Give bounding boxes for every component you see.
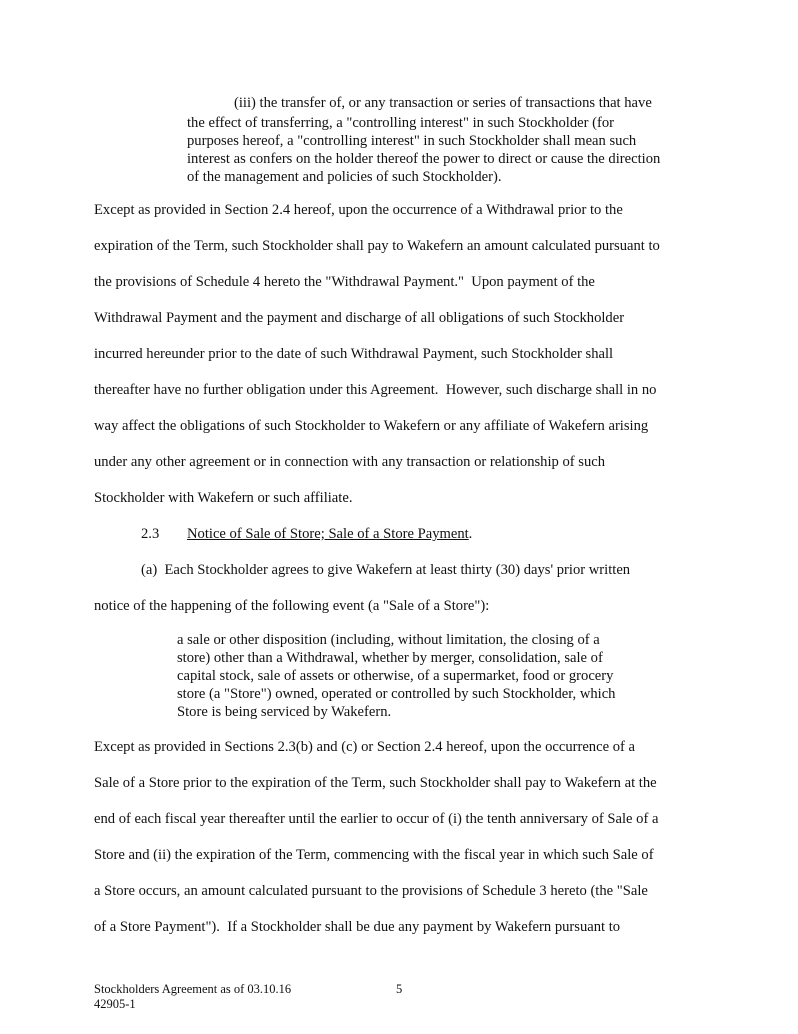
paragraph-line: expiration of the Term, such Stockholder shall pay to Wakefern an amount calculated pursuant to xyxy=(94,238,660,254)
paragraph-line: way affect the obligations of such Stockholder to Wakefern or any affiliate of Wakefern arising xyxy=(94,418,649,434)
paragraph-line: Stockholder with Wakefern or such affiliate. xyxy=(94,490,353,506)
footer-doc-id: 42905-1 xyxy=(94,997,136,1011)
definition-line: store (a "Store") owned, operated or controlled by such Stockholder, which xyxy=(177,686,616,702)
paragraph-line: end of each fiscal year thereafter until the earlier to occur of (i) the tenth anniversary of Sale of a xyxy=(94,811,659,827)
section-title-period: . xyxy=(468,526,473,542)
paragraph-line: the provisions of Schedule 4 hereto the "Withdrawal Payment." Upon payment of the xyxy=(94,274,595,290)
paragraph-line: Sale of a Store prior to the expiration of the Term, such Stockholder shall pay to Wakefern at the xyxy=(94,775,657,791)
clause-iii-line: interest as confers on the holder thereof the power to direct or cause the direction xyxy=(187,151,661,167)
clause-iii-line: the effect of transferring, a "controlling interest" in such Stockholder (for xyxy=(187,115,615,131)
paragraph-line: Except as provided in Sections 2.3(b) and (c) or Section 2.4 hereof, upon the occurrence of a xyxy=(94,739,635,755)
paragraph-line: (a) Each Stockholder agrees to give Wakefern at least thirty (30) days' prior written xyxy=(141,562,631,578)
paragraph-line: under any other agreement or in connection with any transaction or relationship of such xyxy=(94,454,606,470)
paragraph-line: Except as provided in Section 2.4 hereof, upon the occurrence of a Withdrawal prior to the xyxy=(94,202,623,218)
section-title: Notice of Sale of Store; Sale of a Store Payment xyxy=(187,526,469,542)
definition-line: Store is being serviced by Wakefern. xyxy=(177,704,392,720)
paragraph-line: of a Store Payment"). If a Stockholder shall be due any payment by Wakefern pursuant to xyxy=(94,919,621,935)
footer-page-number: 5 xyxy=(396,982,403,996)
definition-line: store) other than a Withdrawal, whether by merger, consolidation, sale of xyxy=(177,650,603,666)
definition-line: a sale or other disposition (including, without limitation, the closing of a xyxy=(177,632,600,648)
paragraph-line: incurred hereunder prior to the date of such Withdrawal Payment, such Stockholder shall xyxy=(94,346,614,362)
footer-doc-title: Stockholders Agreement as of 03.10.16 xyxy=(94,982,292,996)
paragraph-line: Withdrawal Payment and the payment and discharge of all obligations of such Stockholder xyxy=(94,310,625,326)
paragraph-line: a Store occurs, an amount calculated pursuant to the provisions of Schedule 3 hereto (the "Sale xyxy=(94,883,648,899)
clause-iii-line: purposes hereof, a "controlling interest" in such Stockholder shall mean such xyxy=(187,133,637,149)
clause-iii-line: (iii) the transfer of, or any transaction or series of transactions that have xyxy=(234,95,652,111)
paragraph-line: Store and (ii) the expiration of the Term, commencing with the fiscal year in which such Sale of xyxy=(94,847,654,863)
section-title-wrap xyxy=(187,526,472,543)
section-number: 2.3 xyxy=(141,526,160,542)
clause-iii-line: of the management and policies of such Stockholder). xyxy=(187,169,502,185)
definition-line: capital stock, sale of assets or otherwise, of a supermarket, food or grocery xyxy=(177,668,614,684)
paragraph-line: thereafter have no further obligation under this Agreement. However, such discharge shall in no xyxy=(94,382,657,398)
paragraph-line: notice of the happening of the following event (a "Sale of a Store"): xyxy=(94,598,490,614)
